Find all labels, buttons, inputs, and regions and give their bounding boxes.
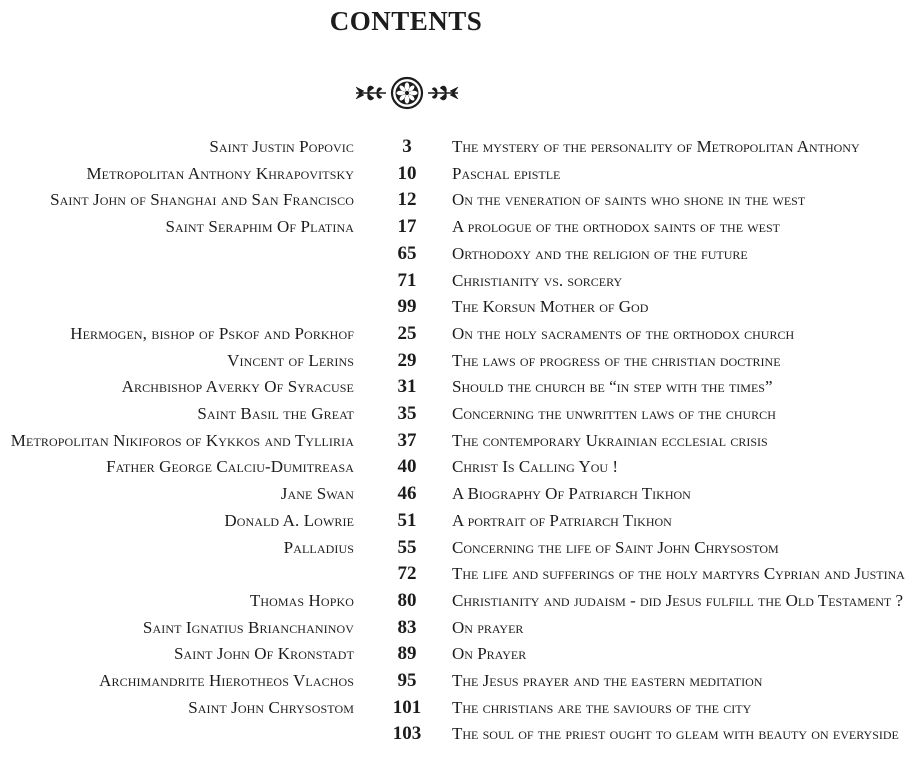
toc-entry — [0, 668, 920, 694]
toc-article-title: The soul of the priest ought to gleam with beauty on everyside — [452, 724, 899, 744]
toc-article-title: A portrait of Patriarch Tikhon — [452, 510, 672, 530]
toc-article-title: Christianity vs. sorcery — [452, 270, 623, 290]
toc-article-title: Concerning the life of Saint John Chrysostom — [452, 537, 779, 557]
toc-entry — [0, 241, 920, 267]
toc-entry — [0, 641, 920, 667]
toc-page-number: 89 — [397, 643, 417, 665]
toc-page-number: 3 — [402, 136, 412, 157]
toc-page-number: 72 — [397, 563, 417, 585]
toc-article-title: The mystery of the personality of Metropolitan Anthony — [452, 137, 860, 156]
toc-article-title: The Korsun Mother of God — [452, 297, 649, 317]
toc-entry — [0, 374, 920, 400]
toc-article-title: The christians are the saviours of the city — [452, 697, 752, 717]
toc-article-title: The Jesus prayer and the eastern meditation — [452, 671, 763, 690]
toc-page-number: 95 — [397, 670, 417, 691]
toc-author: Saint Ignatius Brianchaninov — [142, 617, 354, 637]
toc-page-number: 12 — [397, 189, 417, 211]
toc-author: Jane Swan — [280, 484, 354, 504]
toc-page-number: 71 — [397, 269, 417, 291]
toc-entry — [0, 615, 920, 641]
toc-entry — [0, 721, 920, 747]
toc-page-number: 29 — [397, 349, 417, 371]
toc-entry — [0, 161, 920, 187]
toc-author: Vincent of Lerins — [227, 350, 354, 370]
toc-author: Thomas Hopko — [249, 590, 354, 610]
toc-article-title: A Biography Of Patriarch Tikhon — [452, 484, 691, 504]
toc-article-title: The life and sufferings of the holy martyrs Cyprian and Justina — [452, 564, 905, 584]
toc-article-title: On Prayer — [452, 644, 527, 664]
toc-author: Archimandrite Hierotheos Vlachos — [99, 671, 354, 690]
toc-entry — [0, 134, 920, 160]
toc-page-number: 65 — [397, 242, 417, 264]
toc-entry — [0, 268, 920, 294]
toc-entry — [0, 401, 920, 427]
toc-author: Archbishop Averky Of Syracuse — [121, 377, 354, 397]
toc-page-number: 35 — [397, 403, 417, 424]
toc-author: Saint Justin Popovic — [209, 137, 354, 156]
toc-author: Saint John of Shanghai and San Francisco — [50, 190, 354, 210]
toc-entry — [0, 508, 920, 534]
toc-entry — [0, 695, 920, 721]
toc-article-title: On the veneration of saints who shone in the west — [452, 190, 806, 210]
toc-entry — [0, 428, 920, 454]
toc-entry — [0, 294, 920, 320]
toc-author: Saint John Chrysostom — [188, 697, 354, 717]
page-title: CONTENTS — [329, 6, 483, 36]
toc-article-title: Orthodoxy and the religion of the future — [452, 243, 748, 263]
toc-article-title: Christ Is Calling You ! — [452, 457, 618, 477]
toc-article-title: A prologue of the orthodox saints of the west — [452, 217, 780, 237]
toc-entry — [0, 481, 920, 507]
toc-article-title: Should the church be “in step with the times” — [452, 377, 773, 397]
toc-article-title: Paschal epistle — [452, 163, 561, 183]
toc-article-title: Concerning the unwritten laws of the church — [452, 404, 776, 423]
toc-entry — [0, 588, 920, 614]
toc-page-number: 55 — [397, 536, 417, 558]
toc-article-title: The contemporary Ukrainian ecclesial crisis — [452, 430, 768, 450]
toc-entry — [0, 561, 920, 587]
toc-page-number: 10 — [397, 162, 417, 184]
toc-author: Saint Basil the Great — [197, 404, 354, 423]
toc-page-number: 37 — [397, 429, 417, 451]
toc-page-number: 40 — [397, 456, 417, 478]
toc-page-number: 101 — [392, 696, 422, 718]
floral-rosette-icon — [352, 76, 462, 110]
toc-article-title: On prayer — [452, 617, 524, 637]
toc-page-number: 103 — [392, 723, 422, 745]
toc-entry — [0, 535, 920, 561]
toc-page-number: 46 — [397, 483, 417, 505]
toc-author: Saint Seraphim Of Platina — [165, 217, 354, 237]
toc-author: Father George Calciu-Dumitreasa — [106, 457, 354, 477]
toc-page-number: 17 — [397, 216, 417, 238]
toc-article-title: On the holy sacraments of the orthodox church — [452, 323, 795, 343]
toc-page-number: 51 — [397, 509, 417, 531]
toc-article-title: The laws of progress of the christian doctrine — [452, 350, 781, 370]
toc-article-title: Christianity and judaism - did Jesus fulfill the Old Testament ? — [452, 590, 904, 610]
toc-page-number: 31 — [397, 376, 417, 398]
toc-page-number: 80 — [397, 589, 417, 611]
toc-author: Metropolitan Anthony Khrapovitsky — [86, 163, 354, 183]
toc-author: Donald A. Lowrie — [224, 510, 354, 530]
toc-author: Metropolitan Nikiforos of Kykkos and Tylliria — [10, 430, 354, 450]
toc-author: Hermogen, bishop of Pskof and Porkhof — [70, 323, 354, 343]
toc-entry — [0, 187, 920, 213]
toc-entry — [0, 454, 920, 480]
toc-entry — [0, 348, 920, 374]
toc-entry — [0, 321, 920, 347]
toc-author: Palladius — [283, 537, 354, 557]
toc-page-number: 99 — [397, 296, 417, 318]
toc-author: Saint John Of Kronstadt — [173, 644, 354, 664]
toc-page-number: 83 — [397, 616, 417, 638]
toc-page-number: 25 — [397, 322, 417, 344]
toc-entry — [0, 214, 920, 240]
